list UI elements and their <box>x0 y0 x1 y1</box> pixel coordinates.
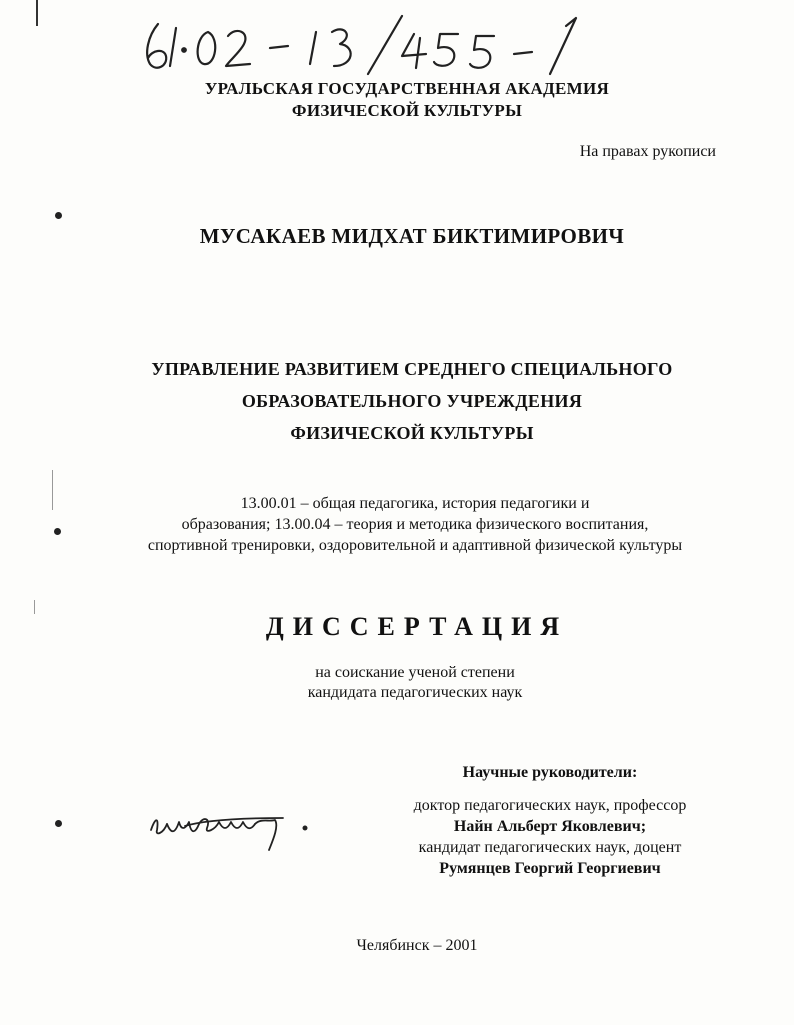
supervisors-heading: Научные руководители: <box>462 764 638 781</box>
document-type-block <box>0 612 794 642</box>
supervisors-block <box>380 762 720 879</box>
scan-dot <box>55 212 62 219</box>
handwritten-archive-code <box>140 10 620 80</box>
title-line-3: ФИЗИЧЕСКОЙ КУЛЬТУРЫ <box>290 423 534 443</box>
institution-line-1: УРАЛЬСКАЯ ГОСУДАРСТВЕННАЯ АКАДЕМИЯ <box>204 79 610 98</box>
degree-line-1: на соискание ученой степени <box>315 664 515 681</box>
supervisor-2-name: Румянцев Георгий Георгиевич <box>439 860 661 877</box>
city-year: Челябинск – 2001 <box>356 937 478 954</box>
specialty-codes <box>0 493 794 556</box>
supervisor-1-title: доктор педагогических наук, профессор <box>413 797 687 814</box>
city-year-block <box>0 937 794 955</box>
institution-line-2: ФИЗИЧЕСКОЙ КУЛЬТУРЫ <box>291 101 523 120</box>
author-block <box>0 224 794 249</box>
scan-dot <box>55 820 62 827</box>
specialty-line-2: образования; 13.00.04 – теория и методика физического воспитания, <box>181 516 649 533</box>
specialty-line-1: 13.00.01 – общая педагогика, история педагогики и <box>240 495 590 512</box>
margin-mark <box>36 0 38 26</box>
institution-name <box>0 78 794 122</box>
author-name: МУСАКАЕВ МИДХАТ БИКТИМИРОВИЧ <box>199 224 625 248</box>
degree-line-2: кандидата педагогических наук <box>307 684 523 701</box>
supervisor-1-name: Найн Альберт Яковлевич; <box>453 818 647 835</box>
supervisor-2-title: кандидат педагогических наук, доцент <box>418 839 682 856</box>
signature <box>145 800 325 855</box>
degree-block <box>0 663 794 703</box>
title-line-1: УПРАВЛЕНИЕ РАЗВИТИЕМ СРЕДНЕГО СПЕЦИАЛЬНОГО <box>151 359 673 379</box>
dissertation-title <box>0 353 794 449</box>
title-line-2: ОБРАЗОВАТЕЛЬНОГО УЧРЕЖДЕНИЯ <box>241 391 583 411</box>
specialty-line-3: спортивной тренировки, оздоровительной и адаптивной физической культуры <box>147 537 683 554</box>
document-type: ДИССЕРТАЦИЯ <box>265 612 569 641</box>
manuscript-rights-note: На правах рукописи <box>579 143 716 160</box>
